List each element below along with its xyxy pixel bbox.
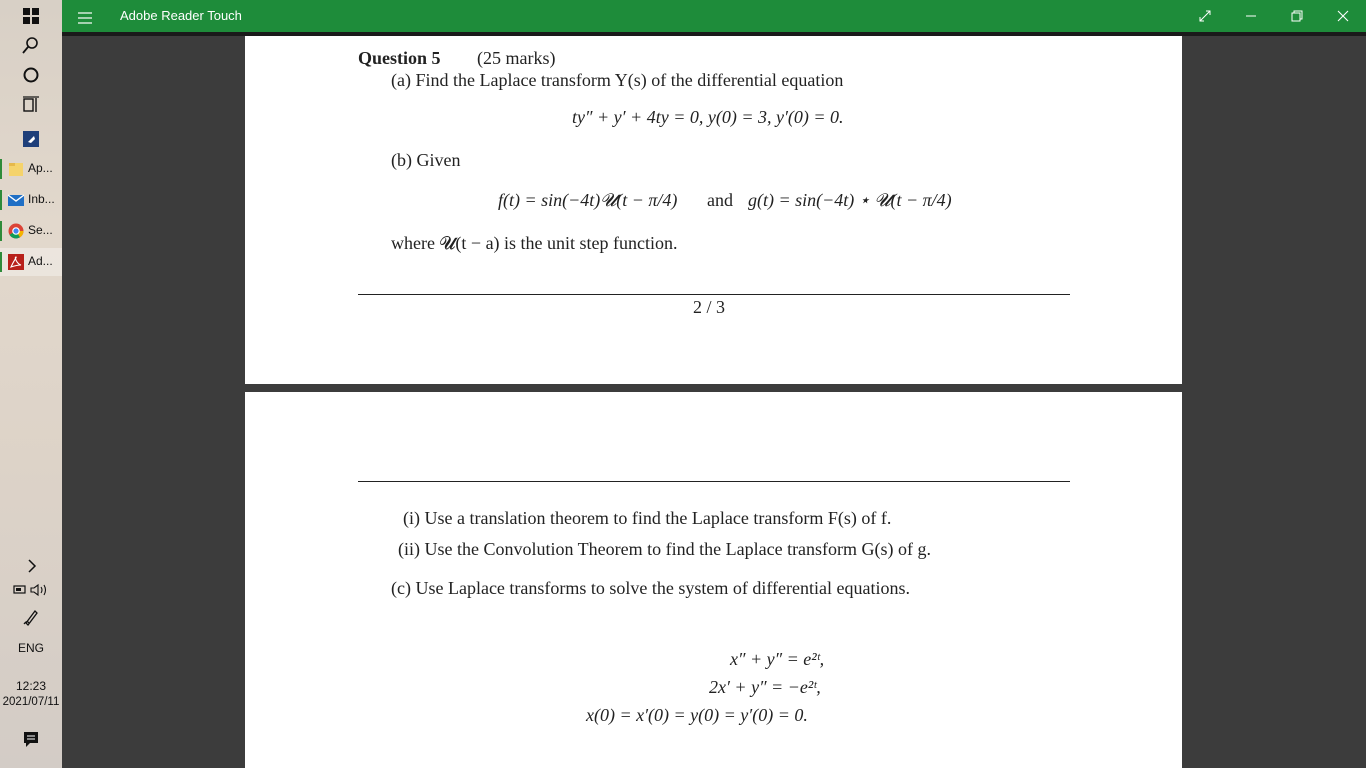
- pen-workspace-button[interactable]: [0, 606, 62, 628]
- notification-icon: [22, 730, 40, 748]
- part-c-text: (c) Use Laplace transforms to solve the system of differential equations.: [391, 578, 911, 598]
- pdf-page-2[interactable]: [245, 36, 1182, 384]
- expand-icon: [1199, 10, 1211, 22]
- equation-a: ty″ + y′ + 4ty = 0, y(0) = 3, y′(0) = 0.: [572, 107, 844, 127]
- clock-date[interactable]: 2021/07/11: [2, 696, 60, 708]
- taskbar-app-label: Ap...: [28, 161, 53, 175]
- equation-b-g: g(t) = sin(−4t) ⋆ 𝓤(t − π/4): [748, 190, 952, 210]
- system-initial-conditions: x(0) = x′(0) = y(0) = y′(0) = 0.: [586, 705, 808, 725]
- taskbar-app-explorer[interactable]: [0, 155, 62, 183]
- task-view-button[interactable]: [0, 94, 62, 116]
- active-indicator: [0, 159, 2, 179]
- taskbar: [0, 0, 62, 768]
- item-ii-text: (ii) Use the Convolution Theorem to find the Laplace transform G(s) of g.: [398, 539, 932, 559]
- close-icon: [1337, 10, 1349, 22]
- pinned-app-button[interactable]: [0, 128, 62, 150]
- active-indicator: [0, 252, 2, 272]
- restore-icon: [1291, 10, 1303, 22]
- minimize-button[interactable]: [1228, 0, 1274, 32]
- start-button[interactable]: [0, 6, 62, 26]
- task-view-icon: [22, 96, 40, 114]
- acrobat-icon: [8, 254, 24, 270]
- cortana-circle-icon: [22, 66, 40, 84]
- equation-b-and: and: [707, 190, 733, 210]
- app-titlebar: [62, 0, 1366, 32]
- taskbar-app-label: Se...: [28, 223, 53, 237]
- close-button[interactable]: [1320, 0, 1366, 32]
- app-title: Adobe Reader Touch: [120, 8, 242, 23]
- active-indicator: [0, 221, 2, 241]
- chevron-right-icon: [21, 558, 41, 574]
- taskbar-app-acrobat[interactable]: [0, 248, 62, 276]
- taskbar-app-label: Inb...: [28, 192, 55, 206]
- store-icon: [23, 131, 39, 147]
- restore-button[interactable]: [1274, 0, 1320, 32]
- page-number: 2 / 3: [693, 297, 726, 317]
- equation-b-f: f(t) = sin(−4t)𝓤(t − π/4): [498, 190, 678, 210]
- windows-logo-icon: [23, 8, 39, 24]
- page-footer-rule: [358, 294, 1070, 295]
- question-heading: Question 5: [358, 48, 441, 68]
- battery-volume-icons: [13, 583, 49, 597]
- cortana-button[interactable]: [0, 64, 62, 86]
- taskbar-app-mail[interactable]: [0, 186, 62, 214]
- language-indicator[interactable]: ENG: [17, 641, 44, 655]
- part-b-text: (b) Given: [391, 150, 461, 170]
- search-button[interactable]: [0, 34, 62, 56]
- folder-icon: [8, 161, 24, 177]
- clock-time[interactable]: 12:23: [15, 679, 47, 693]
- mail-icon: [8, 192, 24, 208]
- item-i-text: (i) Use a translation theorem to find the Laplace transform F(s) of f.: [403, 508, 892, 528]
- pdf-page-3[interactable]: [245, 392, 1182, 768]
- part-a-text: (a) Find the Laplace transform Y(s) of the differential equation: [391, 70, 844, 90]
- taskbar-app-chrome[interactable]: [0, 217, 62, 245]
- pen-icon: [22, 608, 40, 626]
- show-more-button[interactable]: [0, 556, 62, 576]
- unit-step-note: where 𝓤(t − a) is the unit step function.: [391, 233, 678, 253]
- search-icon: [22, 36, 40, 54]
- hamburger-menu-button[interactable]: [78, 9, 92, 28]
- system-equation-1: x″ + y″ = e²ᵗ,: [730, 649, 825, 669]
- system-equation-2: 2x′ + y″ = −e²ᵗ,: [709, 677, 821, 697]
- system-tray-icons[interactable]: [0, 582, 62, 598]
- chrome-icon: [8, 223, 24, 239]
- page-header-rule: [358, 481, 1070, 482]
- question-marks: (25 marks): [477, 48, 556, 68]
- fullscreen-button[interactable]: [1182, 0, 1228, 32]
- action-center-button[interactable]: [0, 728, 62, 750]
- taskbar-app-label: Ad...: [28, 254, 53, 268]
- active-indicator: [0, 190, 2, 210]
- minimize-icon: [1245, 10, 1257, 22]
- hamburger-menu-icon: [78, 12, 92, 24]
